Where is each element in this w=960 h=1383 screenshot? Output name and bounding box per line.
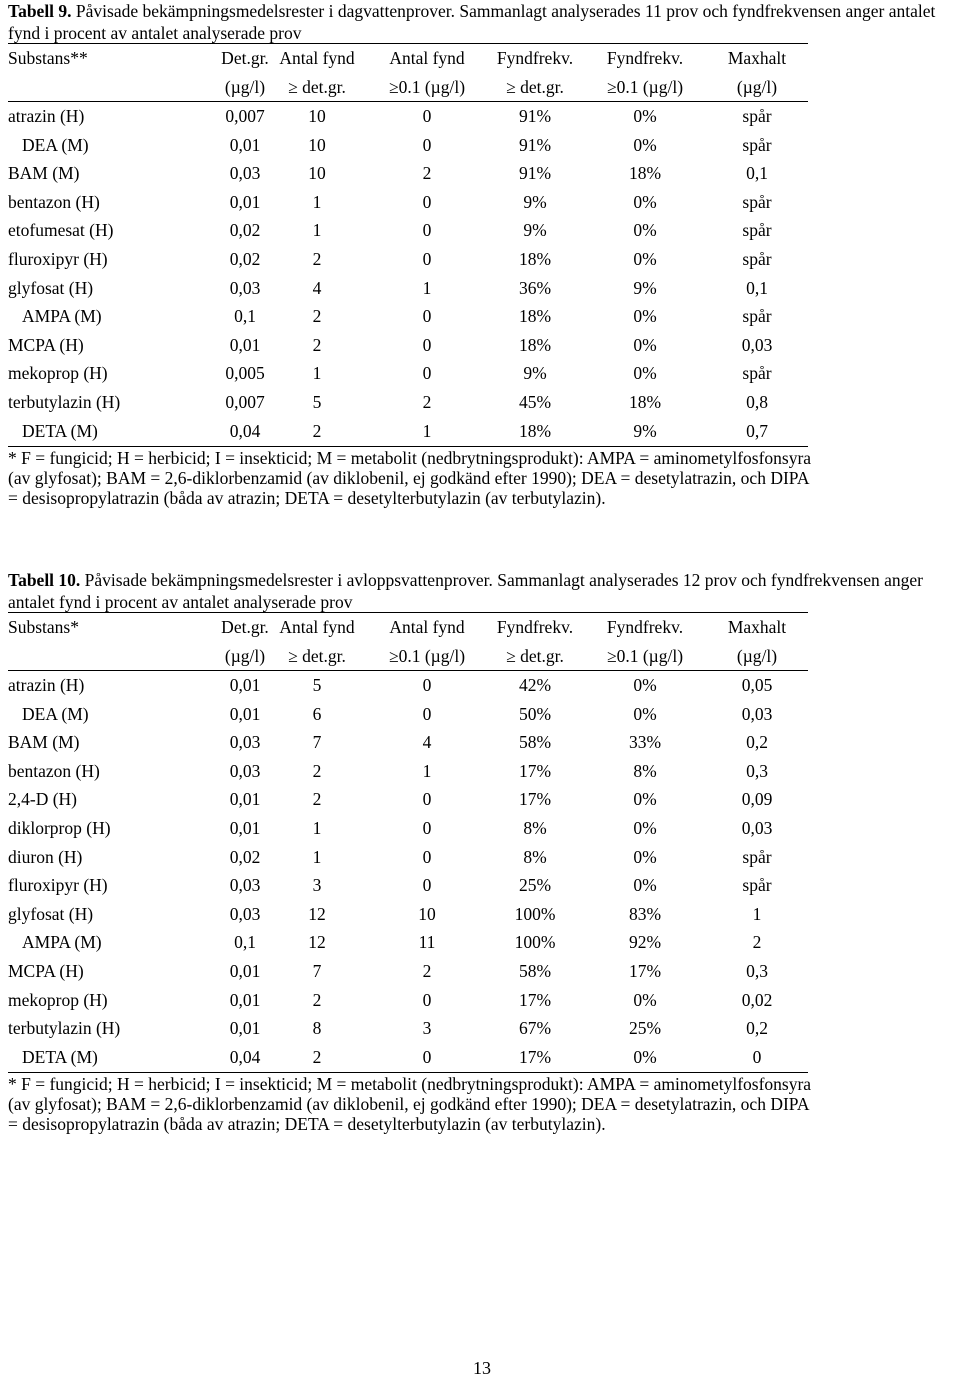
value-cell: 1 [422,760,432,781]
substance-cell: etofumesat (H) [8,220,114,241]
value-cell: 0% [633,220,657,241]
column-header: Fyndfrekv. [606,48,684,68]
value-cell: 0,03 [741,334,773,355]
value-cell: 0 [422,703,432,724]
table-10-bottom-rule [8,1072,808,1073]
table-10-caption [8,569,960,613]
value-cell: 0,01 [229,961,261,981]
value-cell: 0,01 [229,989,261,1010]
value-cell: 0,7 [746,420,768,441]
value-cell: 0% [633,363,657,384]
table-row [8,245,808,273]
footnote-line: * F = fungicid; H = herbicid; I = insekticid; M = metabolit (nedbrytningsprodukt): AMPA = aminometylfosfonsyra [8,448,812,468]
value-cell: 0 [422,789,432,810]
value-cell: 0,03 [229,732,261,753]
value-cell: 0 [422,134,432,155]
substance-cell: mekoprop (H) [8,989,108,1010]
column-header: Det.gr. [221,48,269,68]
table-row [8,814,808,842]
value-cell: 0,005 [225,363,265,384]
value-cell: 91% [518,163,552,184]
value-cell: 0,03 [229,277,261,298]
value-cell: 0% [633,134,657,155]
value-cell: spår [742,249,772,269]
value-cell: 0,01 [229,703,261,724]
column-header: (µg/l) [736,77,778,97]
value-cell: 0 [422,306,432,327]
value-cell: 0,007 [225,106,265,126]
footnote-line: (av glyfosat); BAM = 2,6-diklorbenzamid (av diklobenil, ej godkänd efter 1990); DEA = desetylatrazin, och DIPA [8,1094,810,1114]
column-header: Det.gr. [221,617,269,637]
value-cell: 0,03 [229,875,261,896]
table-row [8,216,808,244]
substance-cell: mekoprop (H) [8,363,108,384]
value-cell: 0,1 [746,277,768,298]
value-cell: 0,01 [229,334,261,355]
value-cell: 0,04 [229,1046,261,1067]
value-cell: 0 [422,1046,432,1067]
page-number: 13 [473,1358,491,1378]
value-cell: 0,03 [741,703,773,724]
value-cell: 0 [422,818,432,838]
value-cell: 83% [628,903,662,924]
header-row [8,73,808,101]
column-header: ≥ det.gr. [506,646,564,666]
table-row [8,102,808,130]
value-cell: spår [742,106,772,126]
value-cell: 5 [312,675,322,695]
value-cell: 17% [518,1046,552,1067]
value-cell: 0,03 [229,163,261,184]
value-cell: 0% [633,818,657,838]
value-cell: 45% [518,392,552,412]
value-cell: 0% [633,846,657,867]
value-cell: spår [742,134,772,155]
substance-cell: bentazon (H) [8,191,100,212]
value-cell: 0,09 [741,789,773,810]
table-row [8,728,808,756]
value-cell: 0,2 [746,732,768,753]
substance-cell: glyfosat (H) [8,277,94,298]
substance-cell: atrazin (H) [8,675,85,695]
table-row [8,957,808,985]
value-cell: 7 [312,961,322,981]
table-9-bottom-rule [8,446,808,447]
value-cell: 0,03 [229,903,261,924]
substance-cell: diuron (H) [8,846,83,867]
value-cell: spår [742,875,772,896]
value-cell: 0% [633,334,657,355]
value-cell: 0,02 [229,846,261,867]
value-cell: 6 [312,703,322,724]
table-9-caption-text: Påvisade bekämpningsmedelsrester i dagvattenprover. Sammanlagt analyserades 11 prov och fyndfrekvensen anger antalet fynd i procent av antalet analyserade prov [8,1,936,43]
value-cell: 3 [312,875,322,896]
value-cell: 0,04 [229,420,261,441]
header-row [8,44,808,72]
substance-cell: diklorprop (H) [8,818,111,838]
table-row [8,843,808,871]
value-cell: 25% [628,1018,662,1039]
column-header: Fyndfrekv. [496,48,574,68]
column-header: ≥ det.gr. [506,77,564,97]
substance-cell: MCPA (H) [8,961,84,981]
value-cell: 3 [422,1018,432,1039]
table-9-caption-label: Tabell 9. [8,1,72,21]
value-cell: 9% [633,277,657,298]
value-cell: 18% [518,334,552,355]
value-cell: 18% [518,249,552,269]
value-cell: 100% [514,932,556,953]
value-cell: 2 [312,249,322,269]
substance-cell: BAM (M) [8,163,80,184]
value-cell: 8 [312,1018,322,1039]
table-row [8,871,808,899]
value-cell: 2 [312,760,322,781]
column-header: ≥ det.gr. [288,77,346,97]
value-cell: 0 [422,846,432,867]
substance-cell: atrazin (H) [8,106,85,126]
substance-cell: bentazon (H) [8,760,100,781]
value-cell: 1 [312,846,322,867]
value-cell: 9% [523,220,547,241]
value-cell: 50% [518,703,552,724]
table-10-caption-label: Tabell 10. [8,570,81,590]
value-cell: 0% [633,703,657,724]
value-cell: 0 [422,675,432,695]
value-cell: 10 [308,106,326,126]
value-cell: 36% [518,277,552,298]
column-header: ≥0.1 (µg/l) [606,77,684,97]
column-header: ≥0.1 (µg/l) [388,646,466,666]
value-cell: 0,01 [229,1018,261,1039]
value-cell: 9% [523,191,547,212]
value-cell: 0% [633,249,657,269]
substance-cell: terbutylazin (H) [8,392,121,412]
value-cell: spår [742,191,772,212]
value-cell: 58% [518,961,552,981]
value-cell: 0,1 [234,932,256,953]
value-cell: 0,01 [229,134,261,155]
value-cell: 0,01 [229,191,261,212]
table-row [8,986,808,1014]
value-cell: 0% [633,306,657,327]
value-cell: 10 [418,903,436,924]
table-row [8,1043,808,1071]
value-cell: 0,2 [746,1018,768,1039]
value-cell: 0 [422,191,432,212]
value-cell: 0% [633,106,657,126]
value-cell: 2 [312,334,322,355]
value-cell: 0 [422,363,432,384]
value-cell: 9% [523,363,547,384]
column-header: Fyndfrekv. [606,617,684,637]
value-cell: 0,8 [746,392,768,412]
value-cell: 9% [633,420,657,441]
column-header: Antal fynd [279,48,355,68]
value-cell: 0,01 [229,789,261,810]
substance-cell: DETA (M) [22,1046,98,1067]
table-row [8,274,808,302]
column-header: ≥0.1 (µg/l) [388,77,466,97]
value-cell: 42% [518,675,552,695]
value-cell: 1 [422,277,432,298]
value-cell: 1 [312,220,322,241]
value-cell: 17% [518,989,552,1010]
substance-cell: DETA (M) [22,420,98,441]
value-cell: 0 [422,875,432,896]
value-cell: 1 [312,363,322,384]
value-cell: 2 [312,306,322,327]
value-cell: 91% [518,134,552,155]
value-cell: 2 [422,392,432,412]
column-header: Antal fynd [389,48,465,68]
column-header: Fyndfrekv. [496,617,574,637]
value-cell: 0,02 [229,249,261,269]
table-row [8,331,808,359]
value-cell: 2 [422,163,432,184]
value-cell: 0% [633,1046,657,1067]
column-header: (µg/l) [224,77,266,97]
table-row [8,359,808,387]
value-cell: 0,03 [741,818,773,838]
footnote-line: (av glyfosat); BAM = 2,6-diklorbenzamid (av diklobenil, ej godkänd efter 1990); DEA = desetylatrazin, och DIPA [8,468,810,488]
table-row [8,671,808,699]
value-cell: 1 [312,191,322,212]
table-row [8,388,808,416]
footnote-line: = desisopropylatrazin (båda av atrazin; DETA = desetylterbutylazin (av terbutylazin). [8,1114,606,1134]
value-cell: 10 [308,163,326,184]
substance-cell: terbutylazin (H) [8,1018,121,1039]
column-header: Antal fynd [279,617,355,637]
column-header: Antal fynd [389,617,465,637]
value-cell: 1 [312,818,322,838]
value-cell: 91% [518,106,552,126]
value-cell: 4 [422,732,432,753]
value-cell: 0,1 [746,163,768,184]
value-cell: 0% [633,191,657,212]
table-10-caption-text: Påvisade bekämpningsmedelsrester i avloppsvattenprover. Sammanlagt analyserades 12 prov och fyndfrekvensen anger antalet fynd i procent av antalet analyserade prov [8,570,923,612]
substance-cell: 2,4-D (H) [8,789,78,810]
column-header: Maxhalt [727,617,787,637]
value-cell: 0 [422,249,432,269]
column-header: Substans** [8,48,88,68]
footnote-line: * F = fungicid; H = herbicid; I = insekticid; M = metabolit (nedbrytningsprodukt): AMPA = aminometylfosfonsyra [8,1074,812,1094]
value-cell: 2 [312,789,322,810]
value-cell: 0,3 [746,961,768,981]
value-cell: 17% [518,760,552,781]
value-cell: 0 [422,989,432,1010]
value-cell: 0,02 [229,220,261,241]
value-cell: 0,3 [746,760,768,781]
column-header: (µg/l) [736,646,778,666]
column-header: ≥0.1 (µg/l) [606,646,684,666]
substance-cell: fluroxipyr (H) [8,875,108,896]
table-row [8,928,808,956]
substance-cell: BAM (M) [8,732,80,753]
value-cell: 0,02 [741,989,773,1010]
value-cell: 18% [518,420,552,441]
value-cell: 2 [752,932,762,953]
value-cell: 0,01 [229,675,261,695]
value-cell: 67% [518,1018,552,1039]
value-cell: 10 [308,134,326,155]
value-cell: 18% [628,392,662,412]
value-cell: 17% [628,961,662,981]
table-row [8,188,808,216]
header-row [8,613,808,641]
value-cell: 2 [312,989,322,1010]
table-row [8,417,808,445]
value-cell: spår [742,363,772,384]
value-cell: 33% [628,732,662,753]
value-cell: 1 [422,420,432,441]
value-cell: 0% [633,989,657,1010]
value-cell: 0,05 [741,675,773,695]
column-header: (µg/l) [224,646,266,666]
table-row [8,302,808,330]
value-cell: 4 [312,277,322,298]
substance-cell: fluroxipyr (H) [8,249,108,269]
substance-cell: DEA (M) [22,703,89,724]
substance-cell: MCPA (H) [8,334,84,355]
value-cell: 100% [514,903,556,924]
value-cell: 0,03 [229,760,261,781]
substance-cell: DEA (M) [22,134,89,155]
value-cell: 0,1 [234,306,256,327]
value-cell: 0,01 [229,818,261,838]
value-cell: 7 [312,732,322,753]
value-cell: 18% [628,163,662,184]
column-header: Maxhalt [727,48,787,68]
value-cell: 8% [523,818,547,838]
table-row [8,1014,808,1042]
value-cell: 0 [422,334,432,355]
table-row [8,785,808,813]
value-cell: 1 [752,903,762,924]
value-cell: 0% [633,875,657,896]
substance-cell: glyfosat (H) [8,903,94,924]
footnote-line: = desisopropylatrazin (båda av atrazin; DETA = desetylterbutylazin (av terbutylazin). [8,488,606,508]
substance-cell: AMPA (M) [22,306,102,327]
value-cell: 18% [518,306,552,327]
table-row [8,159,808,187]
table-row [8,131,808,159]
value-cell: 12 [308,932,326,953]
value-cell: 2 [422,961,432,981]
table-row [8,900,808,928]
value-cell: 17% [518,789,552,810]
table-row [8,700,808,728]
value-cell: 25% [518,875,552,896]
value-cell: spår [742,846,772,867]
value-cell: 0 [752,1046,762,1067]
table-row [8,757,808,785]
column-header: Substans* [8,617,79,637]
value-cell: 58% [518,732,552,753]
substance-cell: AMPA (M) [22,932,102,953]
value-cell: 12 [308,903,326,924]
value-cell: 92% [628,932,662,953]
table-9-caption [8,0,960,44]
value-cell: 11 [418,932,436,953]
column-header: ≥ det.gr. [288,646,346,666]
value-cell: 0,007 [225,392,265,412]
value-cell: 8% [633,760,657,781]
value-cell: 2 [312,420,322,441]
value-cell: 2 [312,1046,322,1067]
value-cell: spår [742,220,772,241]
value-cell: 8% [523,846,547,867]
value-cell: 5 [312,392,322,412]
value-cell: 0 [422,106,432,126]
value-cell: 0 [422,220,432,241]
header-row [8,642,808,670]
value-cell: 0% [633,675,657,695]
value-cell: spår [742,306,772,327]
value-cell: 0% [633,789,657,810]
